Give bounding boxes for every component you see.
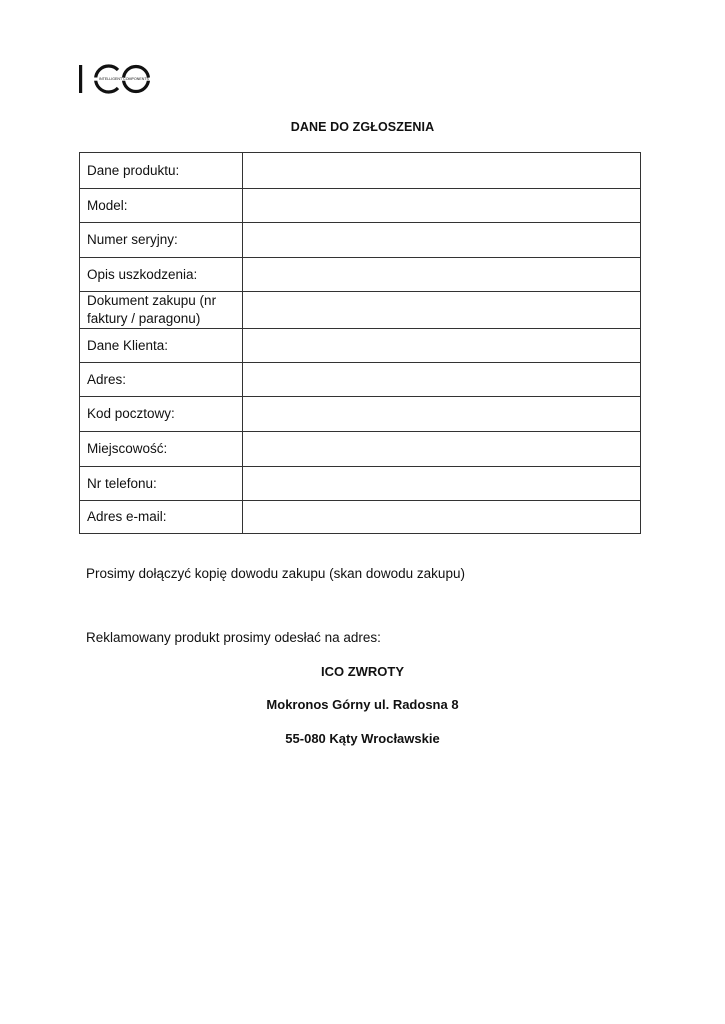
- claim-form-table: [79, 152, 641, 534]
- ico-logo-icon: [78, 62, 158, 96]
- form-row-label: Adres:: [80, 363, 243, 397]
- form-row: [80, 501, 641, 534]
- form-row: [80, 153, 641, 189]
- form-row-label: Model:: [80, 189, 243, 223]
- form-row-label: Dane produktu:: [80, 153, 243, 189]
- logo-tagline: INTELLIGENT COMPONENTS: [99, 77, 149, 82]
- form-row-label: Nr telefonu:: [80, 467, 243, 501]
- form-row: [80, 363, 641, 397]
- form-row-value-field[interactable]: [243, 223, 641, 258]
- form-row: [80, 329, 641, 363]
- form-row-value-field[interactable]: [243, 292, 641, 329]
- form-row-label: Dokument zakupu (nr faktury / paragonu): [80, 292, 243, 329]
- form-row-value-field[interactable]: [243, 501, 641, 534]
- form-row-value-field[interactable]: [243, 467, 641, 501]
- form-row-value-field[interactable]: [243, 258, 641, 292]
- form-row-label: Numer seryjny:: [80, 223, 243, 258]
- form-row-value-field[interactable]: [243, 189, 641, 223]
- form-row-value-field[interactable]: [243, 153, 641, 189]
- return-instruction: Reklamowany produkt prosimy odesłać na adres:: [86, 630, 381, 645]
- form-row-value-field[interactable]: [243, 432, 641, 467]
- form-row-value-field[interactable]: [243, 329, 641, 363]
- form-row: [80, 292, 641, 329]
- form-row: [80, 258, 641, 292]
- form-row-label: Dane Klienta:: [80, 329, 243, 363]
- form-row: [80, 223, 641, 258]
- form-row-value-field[interactable]: [243, 363, 641, 397]
- return-recipient: ICO ZWROTY: [320, 664, 405, 679]
- form-row-label: Miejscowość:: [80, 432, 243, 467]
- form-row-label: Adres e-mail:: [80, 501, 243, 534]
- company-logo: [78, 62, 158, 96]
- form-row-label: Opis uszkodzenia:: [80, 258, 243, 292]
- return-city: 55-080 Kąty Wrocławskie: [285, 731, 440, 746]
- form-row: [80, 467, 641, 501]
- form-row: [80, 432, 641, 467]
- attachment-note: Prosimy dołączyć kopię dowodu zakupu (skan dowodu zakupu): [86, 566, 465, 581]
- form-row-value-field[interactable]: [243, 397, 641, 432]
- page-title: DANE DO ZGŁOSZENIA: [290, 120, 435, 134]
- form-row: [80, 189, 641, 223]
- form-row: [80, 397, 641, 432]
- form-row-label: Kod pocztowy:: [80, 397, 243, 432]
- return-street: Mokronos Górny ul. Radosna 8: [266, 697, 459, 712]
